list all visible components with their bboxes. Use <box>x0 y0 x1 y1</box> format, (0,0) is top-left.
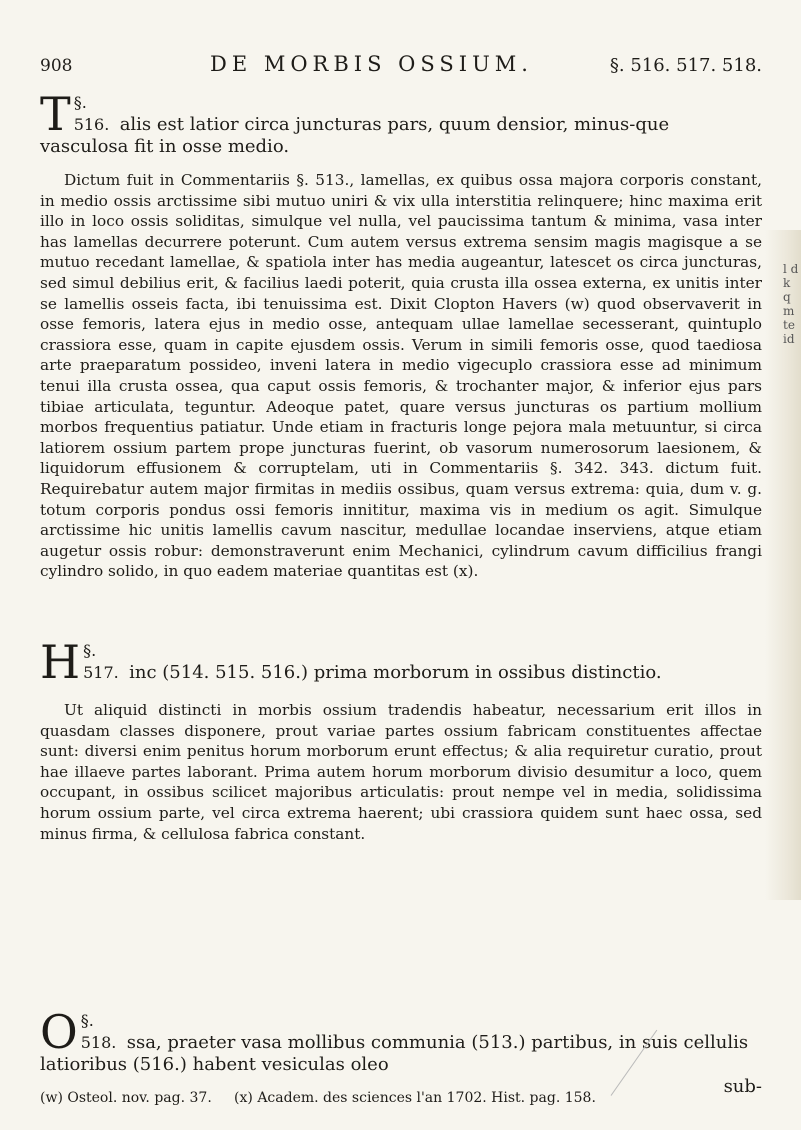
footnote-w: (w) Osteol. nov. pag. 37. <box>40 1090 212 1106</box>
section-516-text: Dictum fuit in Commentariis §. 513., lamellas, ex quibus ossa majora corporis constant, in medio ossis arctissime sibi mutuo uniri & vix ulla interstitia relinquere; hinc maxima erit illo in loco ossis soliditas, simulque vel nulla, vel paucissima tantum & minima, vasa inter has lamellas decurrere poterunt. Cum autem versus extrema sensim magis magisque a se mutuo recedant lamellae, & spatiola inter has media augeantur, latescet os circa juncturas, sed simul debilius erit, & facilius laedi poterit, quia crusta illa ossea externa, ex unitis inter se lamellis osseis facta, ibi tenuissima est. Dixit Clopton Havers (w) quod observaverit in osse femoris, latera ejus in medio osse, antequam ullae lamellae secesserant, quintuplo crassiora esse, quam in capite ejusdem ossis. Verum in simili femoris osse, quod taediosa arte praeparatum possideo, inveni latera in medio vigecuplo crassiora esse ad minimum tenui illa crusta ossea, qua caput ossis femoris, & trochanter major, & inferior ejus pars tibiae articulata, teguntur. Adeoque patet, quare versus juncturas os partium mollium morbos frequentius patiatur. Unde etiam in fracturis longe pejora mala metuuntur, si circa latiorem ossium partem prope juncturas fuerint, ob vasorum numerosorum laesionem, & liquidorum effusionem & corruptelam, uti in Commentariis §. 342. 343. dictum fuit. Requirebatur autem major firmitas in mediis ossibus, quam versus extrema: quia, dum v. g. totum corporis pondus ossi femoris innititur, maxima vis in medium os agit. Simulque arctissime hic unitis lamellis cavum nascitur, medullae locandae inserviens, atque etiam augetur ossis robur: demonstraverunt enim Mechanici, cylindrum cavum difficilius frangi cylindro solido, in quo eadem materiae quantitas est (x). <box>40 171 762 581</box>
footnote-x: (x) Academ. des sciences l'an 1702. Hist. pag. 158. <box>234 1090 596 1106</box>
running-title: DE MORBIS OSSIUM. <box>210 52 533 76</box>
section-517-heading <box>40 635 762 689</box>
section-range: §. 516. 517. 518. <box>609 55 762 76</box>
section-517-text: Ut aliquid distincti in morbis ossium tradendis habeatur, necessarium erit illos in quasdam classes disponere, prout variae partes ossium fabricam constituentes affectae sunt: diversi enim penitus horum morborum erunt effectus; & alia requiretur curatio, prout hae illaeve partes laborant. Prima autem horum morborum divisio desumitur a loco, quem occupant, in ossibus scilicet majoribus articulatis: prout nempe vel in media, solidissima horum ossium parte, vel circa extrema haerent; ubi crassiora quidem sunt haec ossa, sed minus firma, & cellulosa fabrica constant. <box>40 701 762 843</box>
margin-fragments: l d k q m te id <box>783 262 799 346</box>
section-518-label: §. 518. <box>80 1011 117 1052</box>
page-number: 908 <box>40 56 73 76</box>
section-518-initial: O <box>40 1005 78 1059</box>
section-518-lead: ssa, praeter vasa mollibus communia (513.) partibus, in suis cellulis latioribus (516.) habent vesiculas oleo <box>40 1032 749 1075</box>
section-516-lead: alis est latior circa juncturas pars, quum densior, minus-que vasculosa fit in osse medio. <box>40 114 670 157</box>
section-516 <box>40 87 762 582</box>
section-516-heading <box>40 87 762 158</box>
section-517-initial: H <box>40 635 81 689</box>
section-517-lead: inc (514. 515. 516.) prima morborum in ossibus distinctio. <box>129 662 662 683</box>
section-516-initial: T <box>40 87 71 141</box>
section-517 <box>40 635 762 844</box>
section-516-label: §. 516. <box>73 93 110 134</box>
adjacent-page-strip <box>765 230 801 900</box>
running-header <box>40 52 762 78</box>
catchword: sub- <box>723 1076 762 1097</box>
section-517-label: §. 517. <box>83 641 119 682</box>
